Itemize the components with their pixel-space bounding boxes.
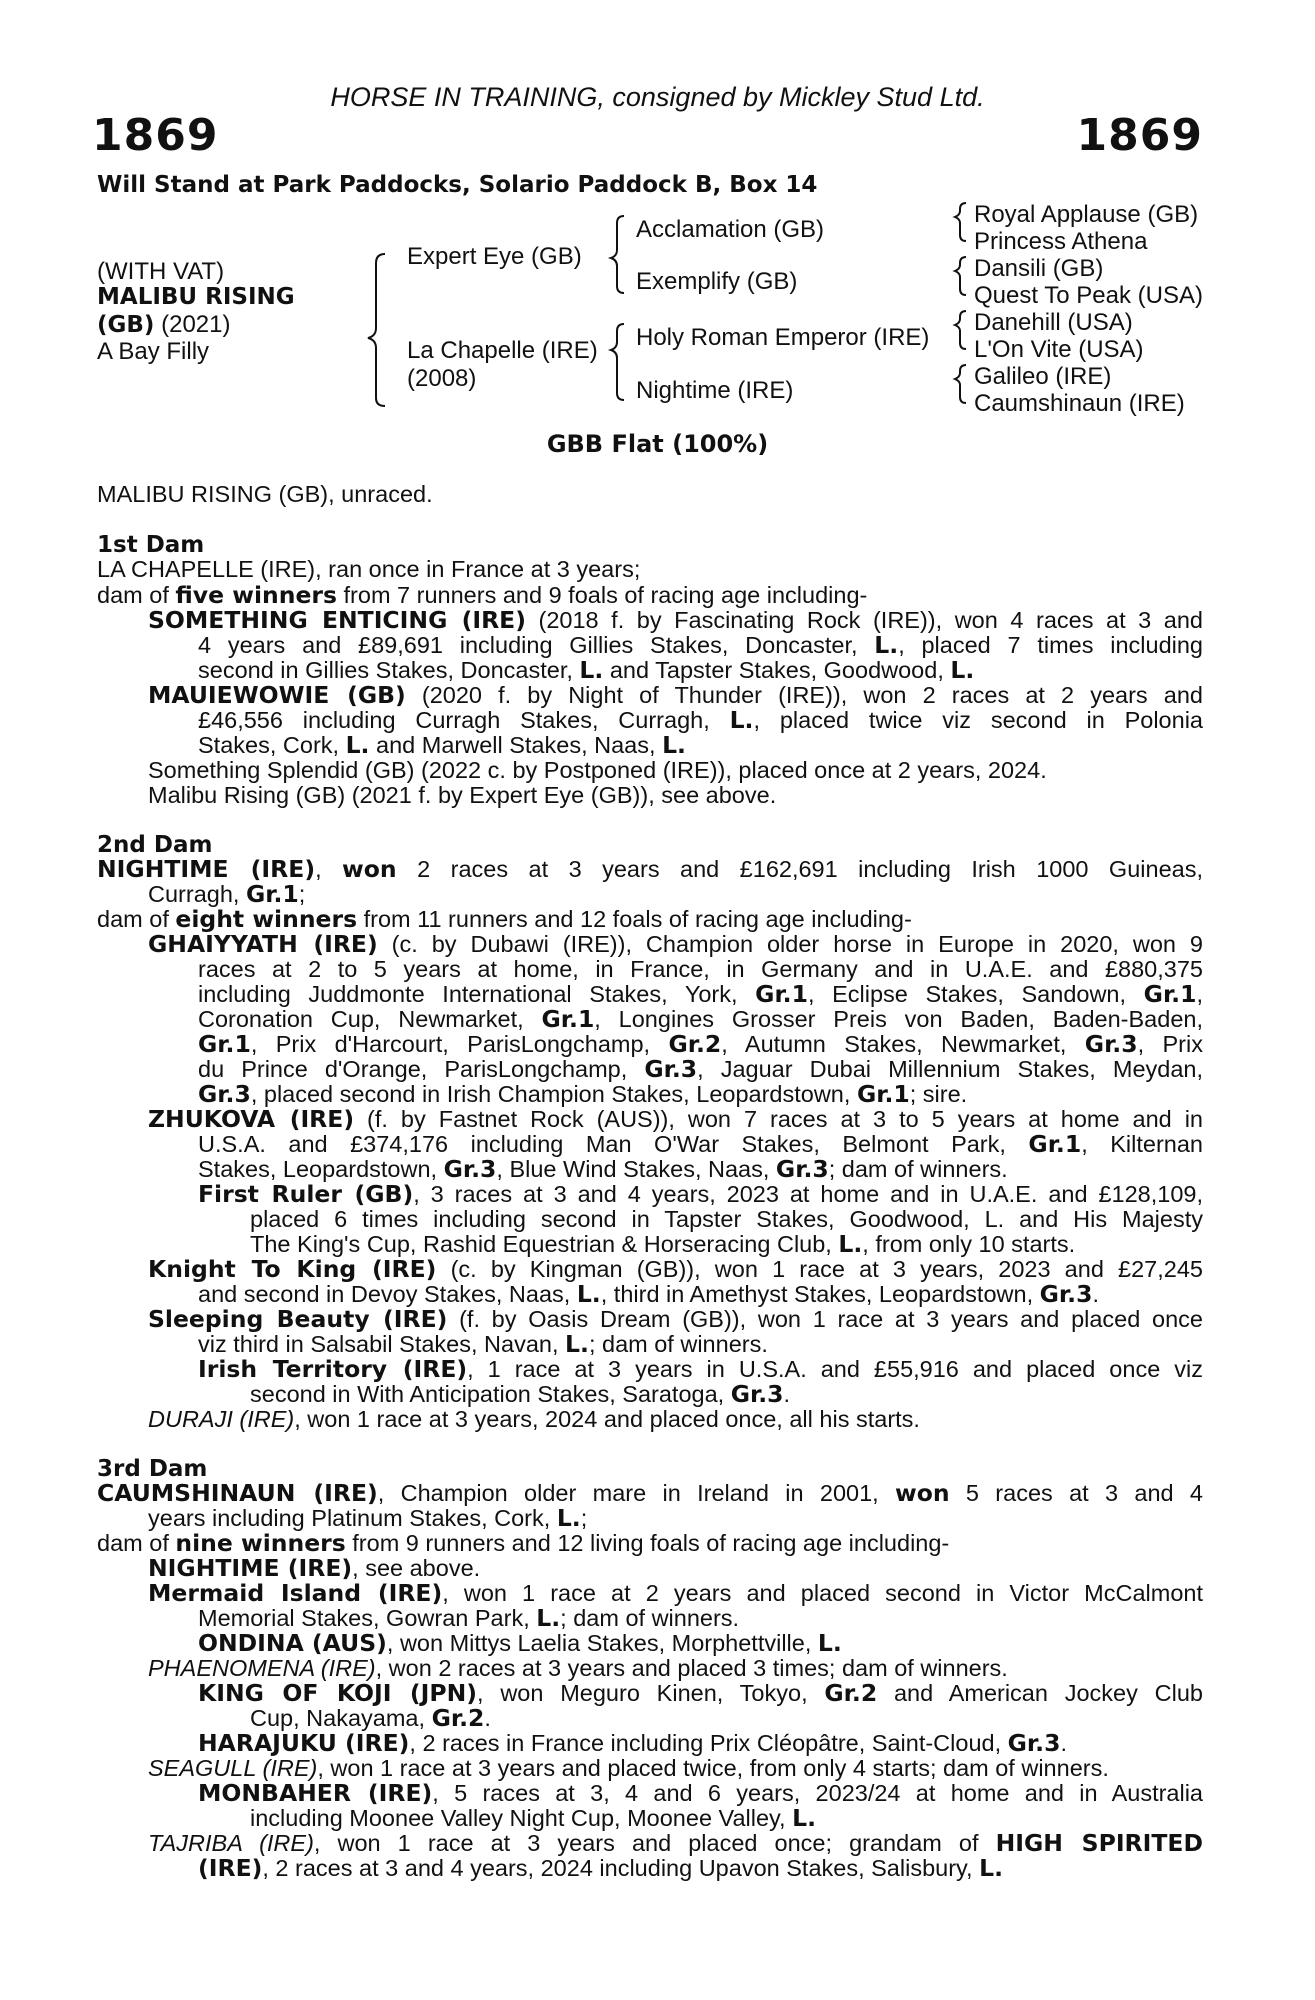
produce-mauiewowie xyxy=(148,683,1203,709)
grade: L. xyxy=(817,1629,842,1657)
produce-name: SEAGULL (IRE) xyxy=(148,1755,318,1781)
dam-year: (2008) xyxy=(407,365,477,392)
ggp-4: Quest To Peak (USA) xyxy=(974,282,1203,309)
produce-seagull xyxy=(148,1756,1203,1782)
text: from 7 runners and 9 foals of racing age including- xyxy=(336,582,868,608)
grade: L. xyxy=(979,1854,1004,1882)
first-dam-produce xyxy=(97,583,1203,609)
produce-name: KING OF KOJI (JPN) xyxy=(198,1679,477,1707)
first-dam-heading: 1st Dam xyxy=(97,532,205,558)
produce-knight-to-king xyxy=(148,1257,1203,1283)
produce-ondina xyxy=(198,1631,1203,1657)
record-line xyxy=(198,733,1203,759)
main-brace xyxy=(368,254,385,406)
record-line xyxy=(198,1856,1203,1882)
produce-something-enticing xyxy=(148,608,1203,634)
produce-name: MONBAHER (IRE) xyxy=(198,1779,433,1807)
first-dam-line: LA CHAPELLE (IRE), ran once in France at 3 years; xyxy=(97,556,641,582)
grade: Gr.3 xyxy=(644,1055,698,1083)
record-line xyxy=(198,1332,1203,1358)
text: ; dam of winners. xyxy=(828,1156,1008,1182)
grade: Gr.1 xyxy=(541,1005,595,1033)
text: and Tapster Stakes, Goodwood, xyxy=(603,657,951,683)
text: , won 1 race at 3 years, 2024 and placed once, all his starts. xyxy=(294,1406,920,1432)
record-line xyxy=(198,633,1203,659)
ggp-brace-2 xyxy=(955,257,966,295)
text: dam of xyxy=(97,906,176,932)
second-dam-heading: 2nd Dam xyxy=(97,832,213,858)
text: (2018 f. by Fascinating Rock (IRE)), won 4 races at 3 and xyxy=(525,607,1203,633)
second-dam-produce xyxy=(97,907,1203,933)
horse-country: (GB) xyxy=(97,312,155,338)
produce-name: First Ruler (GB) xyxy=(198,1180,414,1208)
text: , Blue Wind Stakes, Naas, xyxy=(496,1156,776,1182)
text: (f. by Fastnet Rock (AUS)), won 7 races at 3 to 5 years at home and in xyxy=(354,1106,1204,1132)
grade: Gr.3 xyxy=(775,1155,829,1183)
text: , xyxy=(1196,981,1203,1007)
text: £46,556 including Curragh Stakes, Curragh, xyxy=(198,707,730,733)
classification: GBB Flat (100%) xyxy=(546,430,769,458)
grade: L. xyxy=(576,1280,601,1308)
text: , won 1 race at 3 years and placed once; grandam of xyxy=(313,1830,996,1856)
grade: Gr.1 xyxy=(245,880,299,908)
produce-name: GHAIYYATH (IRE) xyxy=(148,930,378,958)
grade: Gr.3 xyxy=(443,1155,497,1183)
text: , see above. xyxy=(352,1555,481,1581)
ggp-brace-1 xyxy=(955,203,966,241)
text: 5 races at 3 and 4 xyxy=(949,1480,1203,1506)
grade: Gr.2 xyxy=(668,1030,722,1058)
record-line xyxy=(198,1132,1203,1158)
text: viz third in Salsabil Stakes, Navan, xyxy=(198,1331,566,1357)
produce-name: Irish Territory (IRE) xyxy=(198,1355,468,1383)
third-dam-line xyxy=(97,1481,1203,1507)
text: and Marwell Stakes, Naas, xyxy=(369,732,663,758)
produce-ghaiyyath xyxy=(148,932,1203,958)
lot-number-left: 1869 xyxy=(92,110,219,161)
ggp-7: Galileo (IRE) xyxy=(974,363,1112,390)
record-line: races at 2 to 5 years at home, in France, in Germany and in U.A.E. and £880,375 xyxy=(198,956,1203,982)
text: from 11 runners and 12 foals of racing age including- xyxy=(357,906,912,932)
record-line xyxy=(198,982,1203,1008)
produce-name: ZHUKOVA (IRE) xyxy=(148,1105,355,1133)
record-line xyxy=(198,1157,1203,1183)
grade: L. xyxy=(662,731,686,759)
record-line xyxy=(198,1082,1203,1108)
text: , 3 races at 3 and 4 years, 2023 at home and in U.A.E. and £128,109, xyxy=(413,1181,1204,1207)
text: . xyxy=(484,1705,491,1731)
race-summary: MALIBU RISING (GB), unraced. xyxy=(97,481,433,507)
record-line xyxy=(198,1282,1203,1308)
dam-brace xyxy=(611,324,624,400)
text: 2 races at 3 years and £162,691 including Irish 1000 Guineas, xyxy=(396,856,1203,882)
text: (c. by Kingman (GB)), won 1 race at 3 years, 2023 and £27,245 xyxy=(436,1256,1203,1282)
text: . xyxy=(1092,1281,1099,1307)
text: , won Mittys Laelia Stakes, Morphettville, xyxy=(386,1630,818,1656)
record-line xyxy=(198,1606,1203,1632)
text: , 2 races at 3 and 4 years, 2024 including Upavon Stakes, Salisbury, xyxy=(262,1855,980,1881)
produce-name: ONDINA (AUS) xyxy=(198,1629,387,1657)
produce-name: TAJRIBA (IRE) xyxy=(148,1830,314,1856)
record-line xyxy=(250,1806,1203,1832)
ggp-3: Dansili (GB) xyxy=(974,255,1104,282)
record-line xyxy=(148,882,1203,908)
text: , Prix xyxy=(1137,1031,1203,1057)
won-label: won xyxy=(342,855,397,883)
produce-name: MAUIEWOWIE (GB) xyxy=(148,681,406,709)
ggp-2: Princess Athena xyxy=(974,228,1148,255)
sire-sire: Acclamation (GB) xyxy=(636,216,825,243)
winners-count: eight winners xyxy=(175,905,358,933)
produce-tajriba xyxy=(148,1831,1203,1857)
text: , Champion older mare in Ireland in 2001, xyxy=(377,1480,895,1506)
text: , 2 races in France including Prix Cléopâtre, Saint-Cloud, xyxy=(409,1730,1008,1756)
dam-sire: Holy Roman Emperor (IRE) xyxy=(636,324,930,351)
dam-name: CAUMSHINAUN (IRE) xyxy=(97,1479,378,1507)
produce-name: SOMETHING ENTICING (IRE) xyxy=(148,606,526,634)
grade: Gr.3 xyxy=(1039,1280,1093,1308)
grade: L. xyxy=(950,656,975,684)
produce-malibu-rising: Malibu Rising (GB) (2021 f. by Expert Eye (GB)), see above. xyxy=(148,782,777,808)
text: , won 1 race at 2 years and placed second in Victor McCalmont xyxy=(442,1580,1203,1606)
text: , Longines Grosser Preis von Baden, Baden-Baden, xyxy=(594,1006,1203,1032)
text: dam of xyxy=(97,582,176,608)
consignment-header: HORSE IN TRAINING, consigned by Mickley Stud Ltd. xyxy=(330,82,985,112)
text: ; dam of winners. xyxy=(588,1331,768,1357)
vat-note: (WITH VAT) xyxy=(97,258,225,285)
text: dam of xyxy=(97,1530,176,1556)
text: Curragh, xyxy=(148,881,246,907)
record-line xyxy=(148,1506,1203,1532)
grade: L. xyxy=(792,1804,817,1832)
text: . xyxy=(1060,1730,1067,1756)
text: and American Jockey Club xyxy=(877,1680,1203,1706)
grade: Gr.1 xyxy=(1028,1130,1082,1158)
dam-name: La Chapelle (IRE) xyxy=(407,337,598,364)
dam-name: NIGHTIME (IRE) xyxy=(97,855,316,883)
text: , 5 races at 3, 4 and 6 years, 2023/24 at home and in Australia xyxy=(432,1780,1204,1806)
record-line xyxy=(250,1382,1203,1408)
sire-brace xyxy=(611,216,624,293)
text: ; xyxy=(580,1505,588,1531)
produce-mermaid-island xyxy=(148,1581,1203,1607)
horse-description: A Bay Filly xyxy=(97,338,210,365)
text: ; dam of winners. xyxy=(560,1605,740,1631)
produce-name: (IRE) xyxy=(198,1854,263,1882)
produce-harajuku xyxy=(198,1731,1203,1757)
stand-location: Will Stand at Park Paddocks, Solario Paddock B, Box 14 xyxy=(97,172,818,198)
produce-name: Knight To King (IRE) xyxy=(148,1255,437,1283)
text: second in Gillies Stakes, Doncaster, xyxy=(198,657,580,683)
text: (f. by Oasis Dream (GB)), won 1 race at 3 years and placed once xyxy=(447,1306,1203,1332)
record-line xyxy=(198,708,1203,734)
produce-name: HIGH SPIRITED xyxy=(995,1829,1203,1857)
dam-dam: Nightime (IRE) xyxy=(636,377,794,404)
grade: Gr.3 xyxy=(1084,1030,1138,1058)
grade: L. xyxy=(729,706,754,734)
record-line xyxy=(250,1232,1203,1258)
grade: L. xyxy=(838,1230,863,1258)
grade: L. xyxy=(565,1330,589,1358)
third-dam-heading: 3rd Dam xyxy=(97,1456,208,1482)
text: Stakes, Leopardstown, xyxy=(198,1156,444,1182)
record-line xyxy=(198,1032,1203,1058)
text: and second in Devoy Stakes, Naas, xyxy=(198,1281,577,1307)
won-label: won xyxy=(895,1479,950,1507)
text: , Kilternan xyxy=(1081,1131,1203,1157)
ggp-6: L'On Vite (USA) xyxy=(974,336,1144,363)
produce-phaenomena xyxy=(148,1656,1203,1682)
text: , placed 7 times including xyxy=(898,632,1204,658)
grade: Gr.1 xyxy=(755,980,808,1008)
lot-number-right: 1869 xyxy=(1076,110,1203,161)
text: . xyxy=(783,1381,791,1407)
grade: L. xyxy=(579,656,604,684)
ggp-8: Caumshinaun (IRE) xyxy=(974,390,1185,417)
text: 4 years and £89,691 including Gillies Stakes, Doncaster, xyxy=(198,632,875,658)
text: du Prince d'Orange, ParisLongchamp, xyxy=(198,1056,645,1082)
ggp-5: Danehill (USA) xyxy=(974,309,1133,336)
grade: Gr.2 xyxy=(824,1679,878,1707)
text: , won 1 race at 3 years and placed twice, from only 4 starts; dam of winners. xyxy=(317,1755,1109,1781)
text: years including Platinum Stakes, Cork, xyxy=(148,1505,557,1531)
text: , won 2 races at 3 years and placed 3 times; dam of winners. xyxy=(375,1655,1008,1681)
horse-year: (2021) xyxy=(154,311,231,338)
text: Stakes, Cork, xyxy=(198,732,346,758)
record-line xyxy=(198,1007,1203,1033)
text: , placed twice viz second in Polonia xyxy=(753,707,1203,733)
text: ; sire. xyxy=(909,1081,968,1107)
produce-duraji xyxy=(148,1407,1203,1433)
text: , Autumn Stakes, Newmarket, xyxy=(721,1031,1085,1057)
produce-name: NIGHTIME (IRE) xyxy=(148,1554,353,1582)
sire-name: Expert Eye (GB) xyxy=(407,243,582,270)
produce-zhukova xyxy=(148,1107,1203,1133)
horse-name: MALIBU RISING xyxy=(97,284,295,310)
text: , xyxy=(315,856,343,882)
text: , Prix d'Harcourt, ParisLongchamp, xyxy=(250,1031,669,1057)
grade: Gr.3 xyxy=(1007,1729,1061,1757)
produce-first-ruler xyxy=(198,1182,1203,1208)
text: Cup, Nakayama, xyxy=(250,1705,432,1731)
produce-monbaher xyxy=(198,1781,1203,1807)
produce-name: DURAJI (IRE) xyxy=(148,1406,295,1432)
grade: Gr.2 xyxy=(431,1704,485,1732)
grade: L. xyxy=(345,731,370,759)
text: The King's Cup, Rashid Equestrian & Horseracing Club, xyxy=(250,1231,839,1257)
text: from 9 runners and 12 living foals of racing age including- xyxy=(345,1530,950,1556)
grade: Gr.1 xyxy=(1143,980,1197,1008)
grade: Gr.3 xyxy=(730,1380,784,1408)
produce-king-of-koji xyxy=(198,1681,1203,1707)
record-line xyxy=(198,1057,1203,1083)
text: , won Meguro Kinen, Tokyo, xyxy=(477,1680,825,1706)
text: including Juddmonte International Stakes, York, xyxy=(198,981,756,1007)
produce-nightime xyxy=(148,1556,1203,1582)
produce-name: Mermaid Island (IRE) xyxy=(148,1579,443,1607)
produce-name: HARAJUKU (IRE) xyxy=(198,1729,410,1757)
third-dam-produce xyxy=(97,1531,1203,1557)
text: (c. by Dubawi (IRE)), Champion older horse in Europe in 2020, won 9 xyxy=(377,931,1204,957)
record-line: placed 6 times including second in Tapster Stakes, Goodwood, L. and His Majesty xyxy=(250,1206,1203,1232)
winners-count: five winners xyxy=(175,581,337,609)
winners-count: nine winners xyxy=(175,1529,346,1557)
grade: L. xyxy=(874,631,899,659)
produce-something-splendid: Something Splendid (GB) (2022 c. by Postponed (IRE)), placed once at 2 years, 2024. xyxy=(148,757,1047,783)
sire-dam: Exemplify (GB) xyxy=(636,268,798,295)
text: , 1 race at 3 years in U.S.A. and £55,916 and placed once viz xyxy=(467,1356,1203,1382)
text: Coronation Cup, Newmarket, xyxy=(198,1006,542,1032)
text: U.S.A. and £374,176 including Man O'War Stakes, Belmont Park, xyxy=(198,1131,1029,1157)
ggp-brace-3 xyxy=(955,311,966,349)
text: ; xyxy=(298,881,306,907)
text: Memorial Stakes, Gowran Park, xyxy=(198,1605,537,1631)
grade: Gr.3 xyxy=(198,1080,251,1108)
grade: L. xyxy=(536,1604,561,1632)
produce-irish-territory xyxy=(198,1357,1203,1383)
text: , Jaguar Dubai Millennium Stakes, Meydan, xyxy=(697,1056,1204,1082)
text: , Eclipse Stakes, Sandown, xyxy=(807,981,1144,1007)
text: , placed second in Irish Champion Stakes, Leopardstown, xyxy=(250,1081,857,1107)
produce-name: PHAENOMENA (IRE) xyxy=(148,1655,376,1681)
record-line xyxy=(250,1706,1203,1732)
text: second in With Anticipation Stakes, Saratoga, xyxy=(250,1381,731,1407)
ggp-1: Royal Applause (GB) xyxy=(974,201,1199,228)
ggp-brace-4 xyxy=(955,365,966,403)
produce-name: Sleeping Beauty (IRE) xyxy=(148,1305,448,1333)
text: , third in Amethyst Stakes, Leopardstown, xyxy=(600,1281,1040,1307)
record-line xyxy=(198,658,1203,684)
grade: Gr.1 xyxy=(856,1080,910,1108)
second-dam-line xyxy=(97,857,1203,883)
grade: L. xyxy=(556,1504,581,1532)
produce-sleeping-beauty xyxy=(148,1307,1203,1333)
text: , from only 10 starts. xyxy=(862,1231,1076,1257)
text: (2020 f. by Night of Thunder (IRE)), won 2 races at 2 years and xyxy=(405,682,1203,708)
text: including Moonee Valley Night Cup, Moonee Valley, xyxy=(250,1805,793,1831)
grade: Gr.1 xyxy=(198,1030,251,1058)
